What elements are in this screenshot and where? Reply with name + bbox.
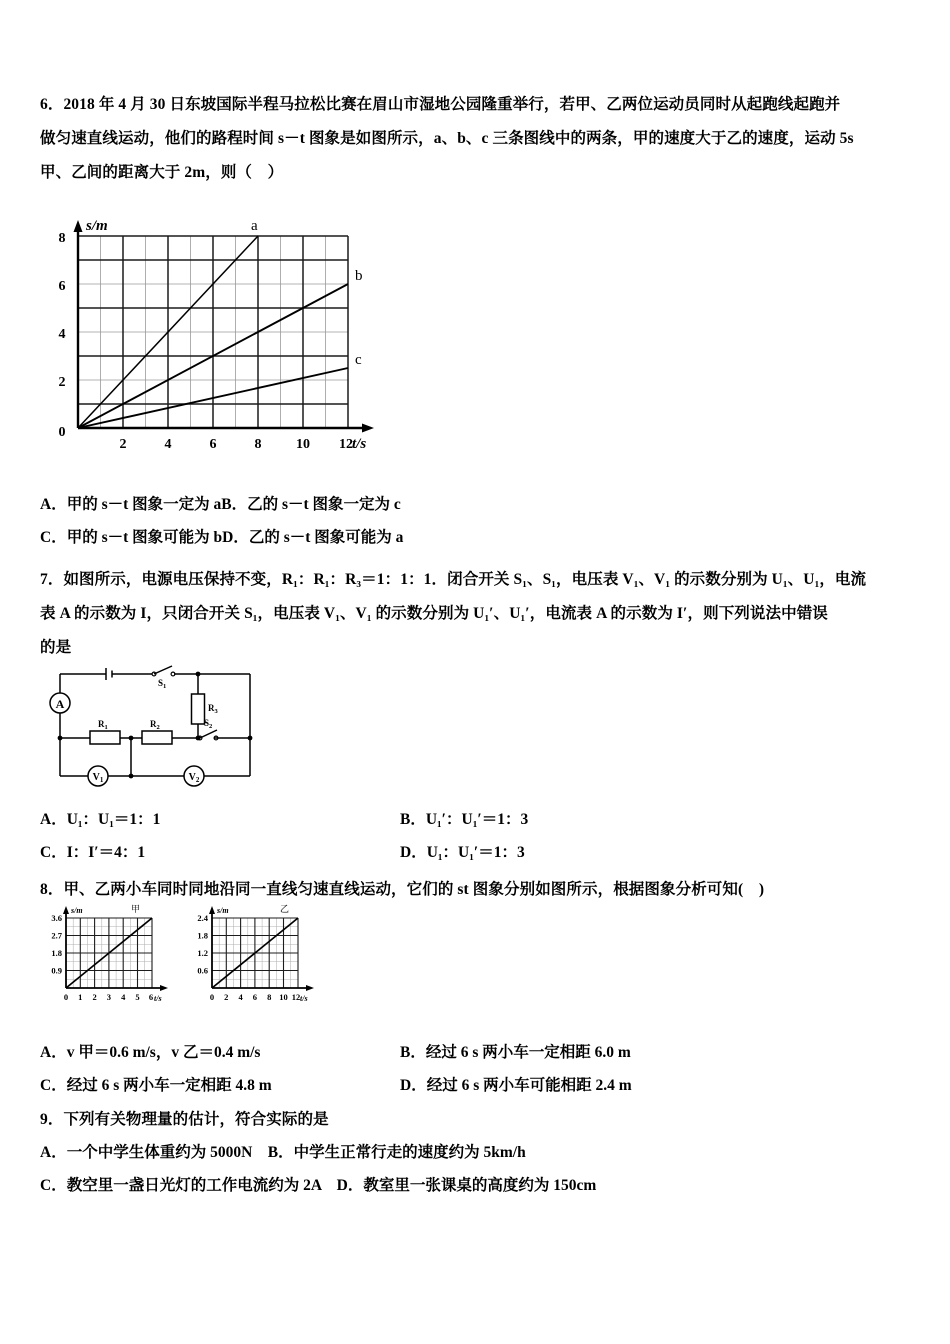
ammeter-label: A (55, 697, 65, 711)
right-y-tick-0-6: 0.6 (197, 965, 208, 976)
left-x-axis-arrow (160, 985, 168, 991)
switch-s2-label: $S_2$ (204, 718, 213, 730)
figure-2-circuit (36, 666, 286, 794)
question-7-option-row-1 (40, 803, 918, 836)
y-tick-6: 6 (58, 279, 66, 294)
option-8-d[interactable]: D．经过 6 s 两小车可能相距 2.4 m (400, 1077, 632, 1094)
right-x-axis-arrow (306, 985, 314, 991)
figure-3-left-jia (51, 904, 168, 1003)
left-x-tick-3: 3 (106, 992, 112, 1002)
right-x-tick-6: 6 (252, 992, 258, 1002)
voltmeter-v2 (184, 766, 204, 786)
left-x-tick-6: 6 (148, 992, 154, 1002)
question-8-option-row-2 (40, 1069, 918, 1102)
right-y-tick-1-2: 1.2 (197, 948, 208, 958)
right-x-tick-2: 2 (224, 992, 229, 1002)
curve-label-b: b (355, 268, 363, 284)
right-y-tick-2-4: 2.4 (197, 913, 208, 923)
y-axis-arrow (74, 220, 83, 232)
y-tick-4: 4 (58, 327, 66, 342)
y-axis-title: s/m (86, 218, 108, 234)
option-7-a[interactable]: A．U₁：U₁＝1：1 (40, 811, 161, 828)
resistor-r1-label: $R_1$ (98, 719, 108, 731)
right-x-tick-4: 4 (238, 992, 243, 1002)
left-x-axis-title: t/s (154, 994, 162, 1003)
question-6-block (40, 88, 918, 190)
question-9-option-row-1 (40, 1136, 918, 1169)
resistor-r3-label: $R_3$ (208, 703, 218, 715)
axes (78, 228, 366, 428)
right-x-tick-12: 12 (291, 992, 301, 1002)
right-x-tick-10: 10 (279, 992, 288, 1002)
figure-1-st-graph (48, 208, 398, 460)
question-7-stem-line-2: 表 A 的示数为 I，只闭合开关 S₁，电压表 V₁、V₁ 的示数分别为 U₁′、U₁′，电流表 A 的示数为 I′，则下列说法中错误 (40, 605, 828, 622)
figure-3-right-yi (197, 904, 314, 1003)
question-9-stem-line-1: 9．下列有关物理量的估计，符合实际的是 (40, 1111, 329, 1128)
option-7-c[interactable]: C．I：I′＝4：1 (40, 844, 146, 861)
switch-s1-label: $S_1$ (158, 678, 167, 690)
x-axis-title: t/s (352, 436, 367, 452)
battery-symbol (104, 668, 120, 680)
left-x-tick-2: 2 (92, 992, 97, 1002)
option-8-c[interactable]: C．经过 6 s 两小车一定相距 4.8 m (40, 1077, 272, 1094)
x-tick-10: 10 (296, 437, 310, 452)
question-6-option-row-1 (40, 488, 918, 521)
question-9-options (40, 1136, 918, 1202)
left-y-tick-1-8: 1.8 (51, 948, 62, 958)
y-tick-0: 0 (58, 425, 66, 440)
resistor-r2 (142, 719, 172, 744)
option-8-a[interactable]: A．v 甲＝0.6 m/s，v 乙＝0.4 m/s (40, 1044, 261, 1061)
right-x-tick-0: 0 (209, 992, 215, 1002)
right-y-axis-title: s/m (217, 906, 229, 915)
option-6-cd[interactable]: C．甲的 s－t 图象可能为 bD．乙的 s－t 图象可能为 a (40, 529, 404, 546)
question-6-stem-line-1: 6．2018 年 4 月 30 日东坡国际半程马拉松比赛在眉山市湿地公园隆重举行，若甲、乙两位运动员同时从起跑线起跑并 (40, 96, 841, 113)
voltmeter-v1-label: $V_1$ (92, 772, 104, 784)
figure-3-st-graphs (36, 896, 366, 1020)
left-y-tick-0-9: 0.9 (51, 965, 62, 976)
x-tick-4: 4 (164, 437, 172, 452)
question-9-option-row-2 (40, 1169, 918, 1202)
right-y-tick-1-8: 1.8 (197, 930, 208, 941)
question-7-stem-line-3: 的是 (40, 639, 72, 656)
left-graph-title: 甲 (131, 905, 141, 915)
left-x-tick-4: 4 (121, 992, 126, 1002)
question-6-options (40, 488, 918, 554)
option-7-b[interactable]: B．U₁′：U₁′＝1：3 (400, 811, 529, 828)
question-8-option-row-1 (40, 1036, 918, 1069)
right-graph-title: 乙 (280, 905, 290, 915)
resistor-r1 (90, 719, 120, 744)
right-x-axis-title: t/s (300, 994, 308, 1003)
switch-s1 (152, 666, 175, 690)
question-8-options (40, 1036, 918, 1102)
question-7-block (40, 563, 918, 665)
left-x-tick-1: 1 (78, 992, 83, 1002)
left-y-tick-2-7: 2.7 (51, 930, 62, 941)
x-tick-6: 6 (209, 437, 217, 452)
x-axis-arrow (362, 424, 374, 433)
voltmeter-v2-label: $V_2$ (188, 772, 200, 784)
left-x-tick-5: 5 (135, 992, 140, 1002)
left-y-tick-3-6: 3.6 (51, 913, 62, 923)
left-y-axis-arrow (63, 906, 69, 914)
curve-label-c: c (355, 352, 362, 368)
voltmeter-v1 (88, 766, 108, 786)
left-x-tick-0: 0 (63, 992, 69, 1002)
right-y-axis-arrow (209, 906, 215, 914)
question-7-options (40, 803, 918, 869)
question-6-stem-line-3: 甲、乙间的距离大于 2m，则（ ） (40, 164, 284, 181)
x-tick-8: 8 (254, 437, 262, 452)
option-8-b[interactable]: B．经过 6 s 两小车一定相距 6.0 m (400, 1044, 631, 1061)
question-7-option-row-2 (40, 836, 918, 869)
x-tick-12: 12 (339, 437, 353, 452)
question-7-stem-line-1: 7．如图所示，电源电压保持不变，R₁：R₁：R₃＝1：1：1．闭合开关 S₁、S₁，电压表 V₁、V₁ 的示数分别为 U₁、U₁，电流 (40, 571, 867, 588)
question-6-option-row-2 (40, 521, 918, 554)
option-9-ab[interactable]: A．一个中学生体重约为 5000N B．中学生正常行走的速度约为 5km/h (40, 1144, 526, 1161)
y-tick-8: 8 (58, 231, 66, 246)
question-8-stem-line-1: 8．甲、乙两小车同时同地沿同一直线匀速直线运动，它们的 st 图象分别如图所示，根据图象分析可知( ) (40, 881, 765, 898)
option-7-d[interactable]: D．U₁：U₁′＝1：3 (400, 844, 525, 861)
curve-label-a: a (251, 218, 258, 234)
y-tick-2: 2 (58, 375, 66, 390)
option-9-cd[interactable]: C．教空里一盏日光灯的工作电流约为 2A D．教室里一张课桌的高度约为 150cm (40, 1177, 597, 1194)
right-x-tick-8: 8 (267, 992, 272, 1002)
left-y-axis-title: s/m (71, 906, 83, 915)
option-6-ab[interactable]: A．甲的 s－t 图象一定为 aB．乙的 s－t 图象一定为 c (40, 496, 401, 513)
question-6-stem-line-2: 做匀速直线运动，他们的路程时间 s－t 图象是如图所示，a、b、c 三条图线中的两条，甲的速度大于乙的速度，运动 5s (40, 130, 854, 147)
resistor-r2-label: $R_2$ (150, 719, 160, 731)
x-tick-2: 2 (119, 437, 127, 452)
resistor-r3 (192, 694, 219, 724)
ammeter-a (50, 693, 70, 713)
question-9-block (40, 1103, 918, 1137)
